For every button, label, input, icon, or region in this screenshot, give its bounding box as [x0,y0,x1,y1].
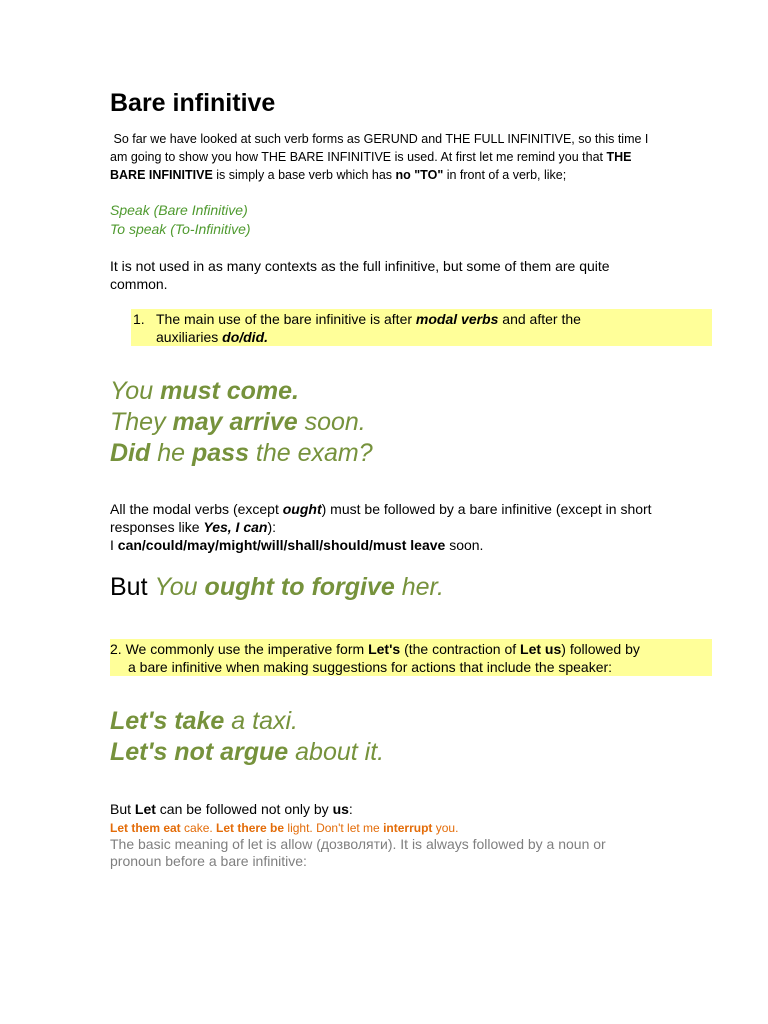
let-examples-line: Let them eat cake. Let there be light. Don't let me interrupt you. [110,821,459,835]
point-1-number: 1. [133,311,145,327]
example-lets-not-argue: Let's not argue about it. [110,738,385,766]
intro-paragraph [110,130,648,184]
example-did-pass: Did he pass the exam? [110,439,373,467]
point-2-line-2: a bare infinitive when making suggestions for actions that include the speaker: [128,659,613,675]
meaning-line-1: The basic meaning of let is allow (дозволяти). It is always followed by a noun or [110,836,606,852]
example-must-come: You must come. [110,377,299,405]
contexts-line-1: It is not used in as many contexts as the full infinitive, but some of them are quite [110,258,610,274]
intro-line-1: So far we have looked at such verb forms as GERUND and THE FULL INFINITIVE, so this time I [113,132,649,146]
point-1-line-1: The main use of the bare infinitive is after modal verbs and after the [156,311,581,327]
example-to-infinitive: To speak (To-Infinitive) [110,221,251,237]
contexts-line-2: common. [110,276,168,292]
page-title: Bare infinitive [110,89,276,117]
intro-line-2: am going to show you how THE BARE INFINITIVE is used. At first let me remind you that THE [110,150,632,164]
but-ought-example: But You ought to forgive her. [110,573,444,601]
modal-line-1: All the modal verbs (except ought) must be followed by a bare infinitive (except in short [110,501,652,517]
but-let-line: But Let can be followed not only by us: [110,801,353,817]
meaning-line-2: pronoun before a bare infinitive: [110,853,307,869]
point-1-line-2: auxiliaries do/did. [156,329,269,345]
example-lets-take: Let's take a taxi. [110,707,298,735]
modal-line-2: responses like Yes, I can): [110,519,277,535]
intro-line-3: BARE INFINITIVE is simply a base verb which has no "TO" in front of a verb, like; [110,168,567,182]
point-2-line-1: 2. We commonly use the imperative form Let's (the contraction of Let us) followed by [110,641,640,657]
example-may-arrive: They may arrive soon. [110,408,366,436]
modal-line-3: I can/could/may/might/will/shall/should/must leave soon. [110,537,484,553]
example-bare-infinitive: Speak (Bare Infinitive) [110,202,248,218]
